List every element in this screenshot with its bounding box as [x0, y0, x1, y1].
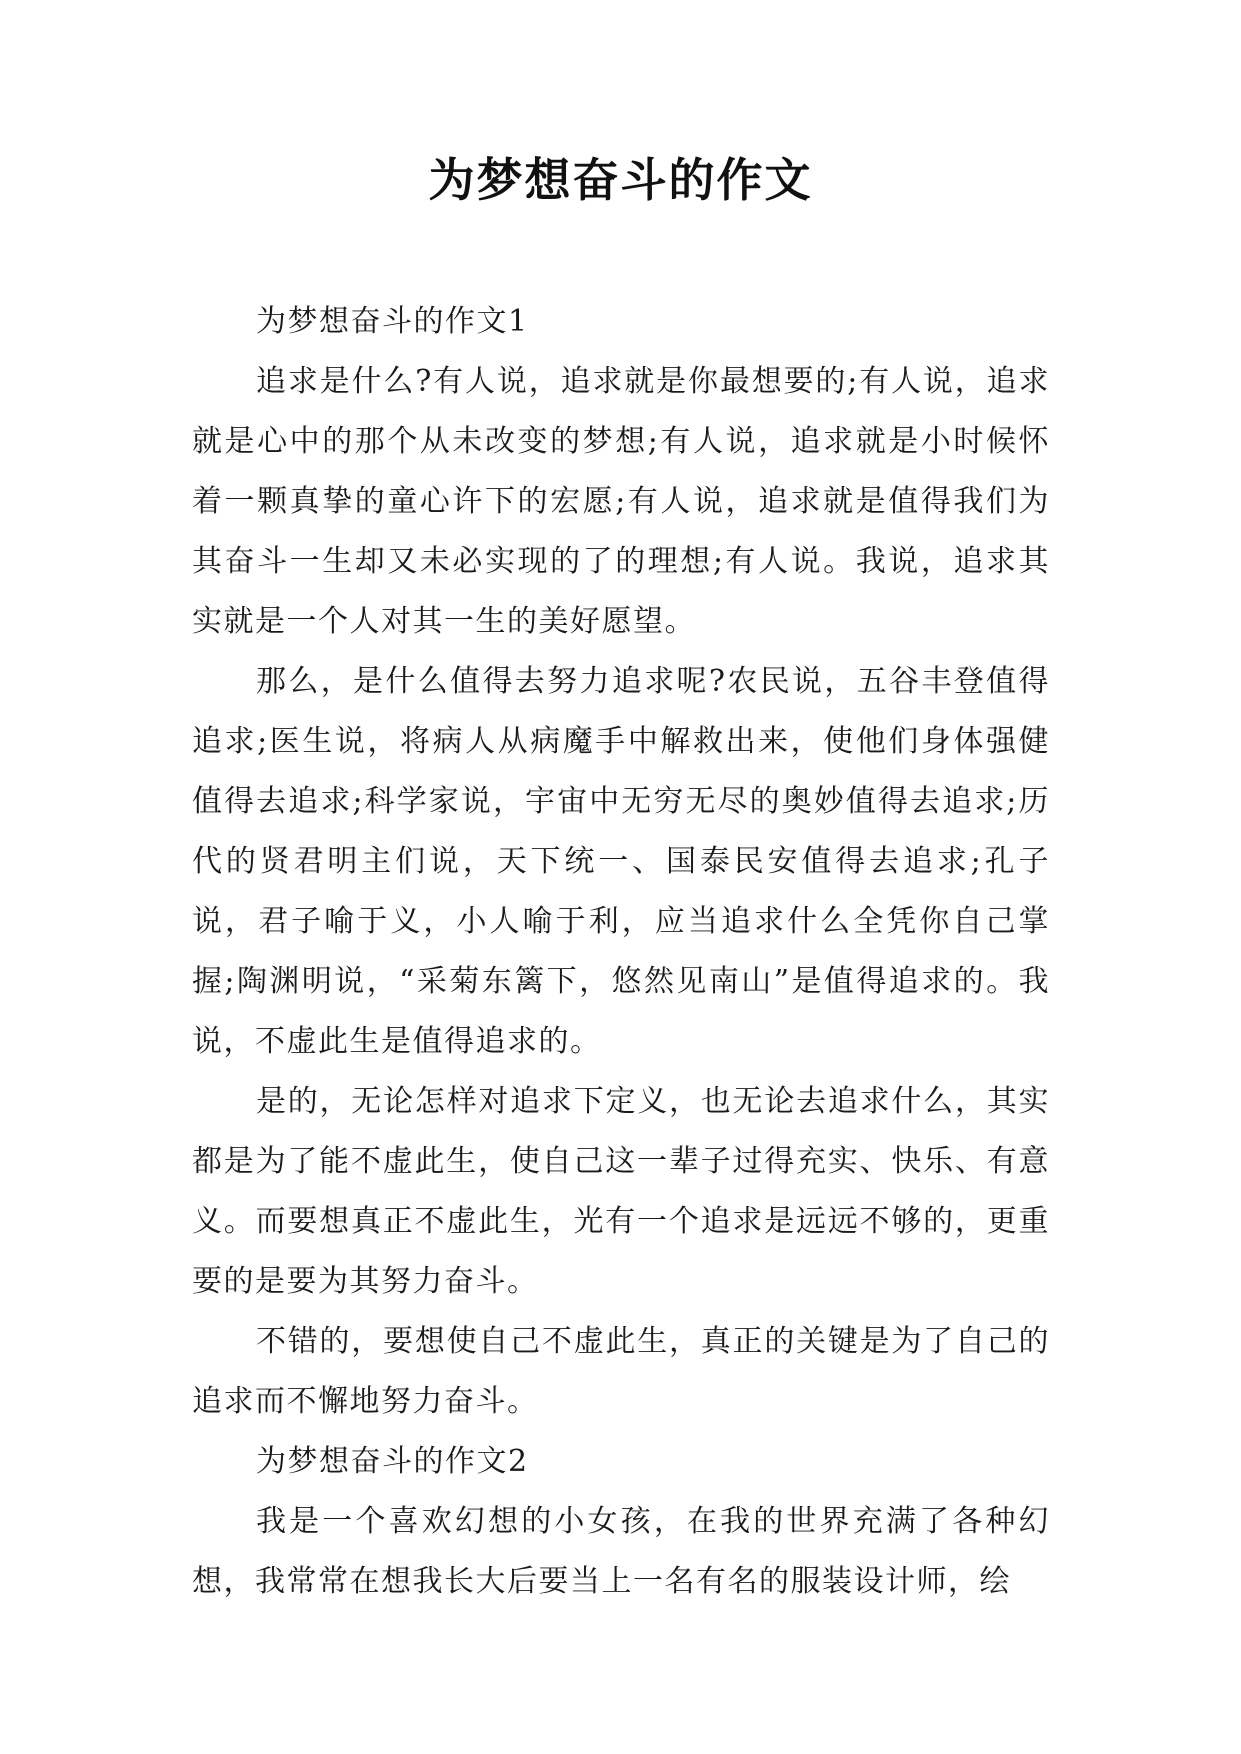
document-title: 为梦想奋斗的作文: [428, 153, 813, 207]
paragraph: 追求是什么?有人说，追求就是你最想要的;有人说，追求就是心中的那个从未改变的梦想;有人说，追求就是小时候怀着一颗真挚的童心许下的宏愿;有人说，追求就是值得我们为其奋斗一生却又未必实现的了的理想;有人说。我说，追求其实就是一个人对其一生的美好愿望。: [192, 364, 1050, 639]
section-heading: 为梦想奋斗的作文2: [256, 1444, 529, 1479]
paragraph: 不错的，要想使自己不虚此生，真正的关键是为了自己的追求而不懈地努力奋斗。: [192, 1324, 1050, 1419]
paragraph: 是的，无论怎样对追求下定义，也无论去追求什么，其实都是为了能不虚此生，使自己这一辈子过得充实、快乐、有意义。而要想真正不虚此生，光有一个追求是远远不够的，更重要的是要为其努力奋斗。: [192, 1084, 1050, 1299]
paragraph: 那么，是什么值得去努力追求呢?农民说，五谷丰登值得追求;医生说，将病人从病魔手中解救出来，使他们身体强健值得去追求;科学家说，宇宙中无穷无尽的奥妙值得去追求;历代的贤君明主们说，天下统一、国泰民安值得去追求;孔子说，君子喻于义，小人喻于利，应当追求什么全凭你自己掌握;陶渊明说，“采菊东篱下，悠然见南山”是值得追求的。我说，不虚此生是值得追求的。: [192, 664, 1050, 1059]
paragraph: 我是一个喜欢幻想的小女孩，在我的世界充满了各种幻想，我常常在想我长大后要当上一名有名的服装设计师，绘: [192, 1504, 1050, 1599]
document-body: [192, 292, 1050, 1612]
section-heading: 为梦想奋斗的作文1: [256, 304, 529, 339]
